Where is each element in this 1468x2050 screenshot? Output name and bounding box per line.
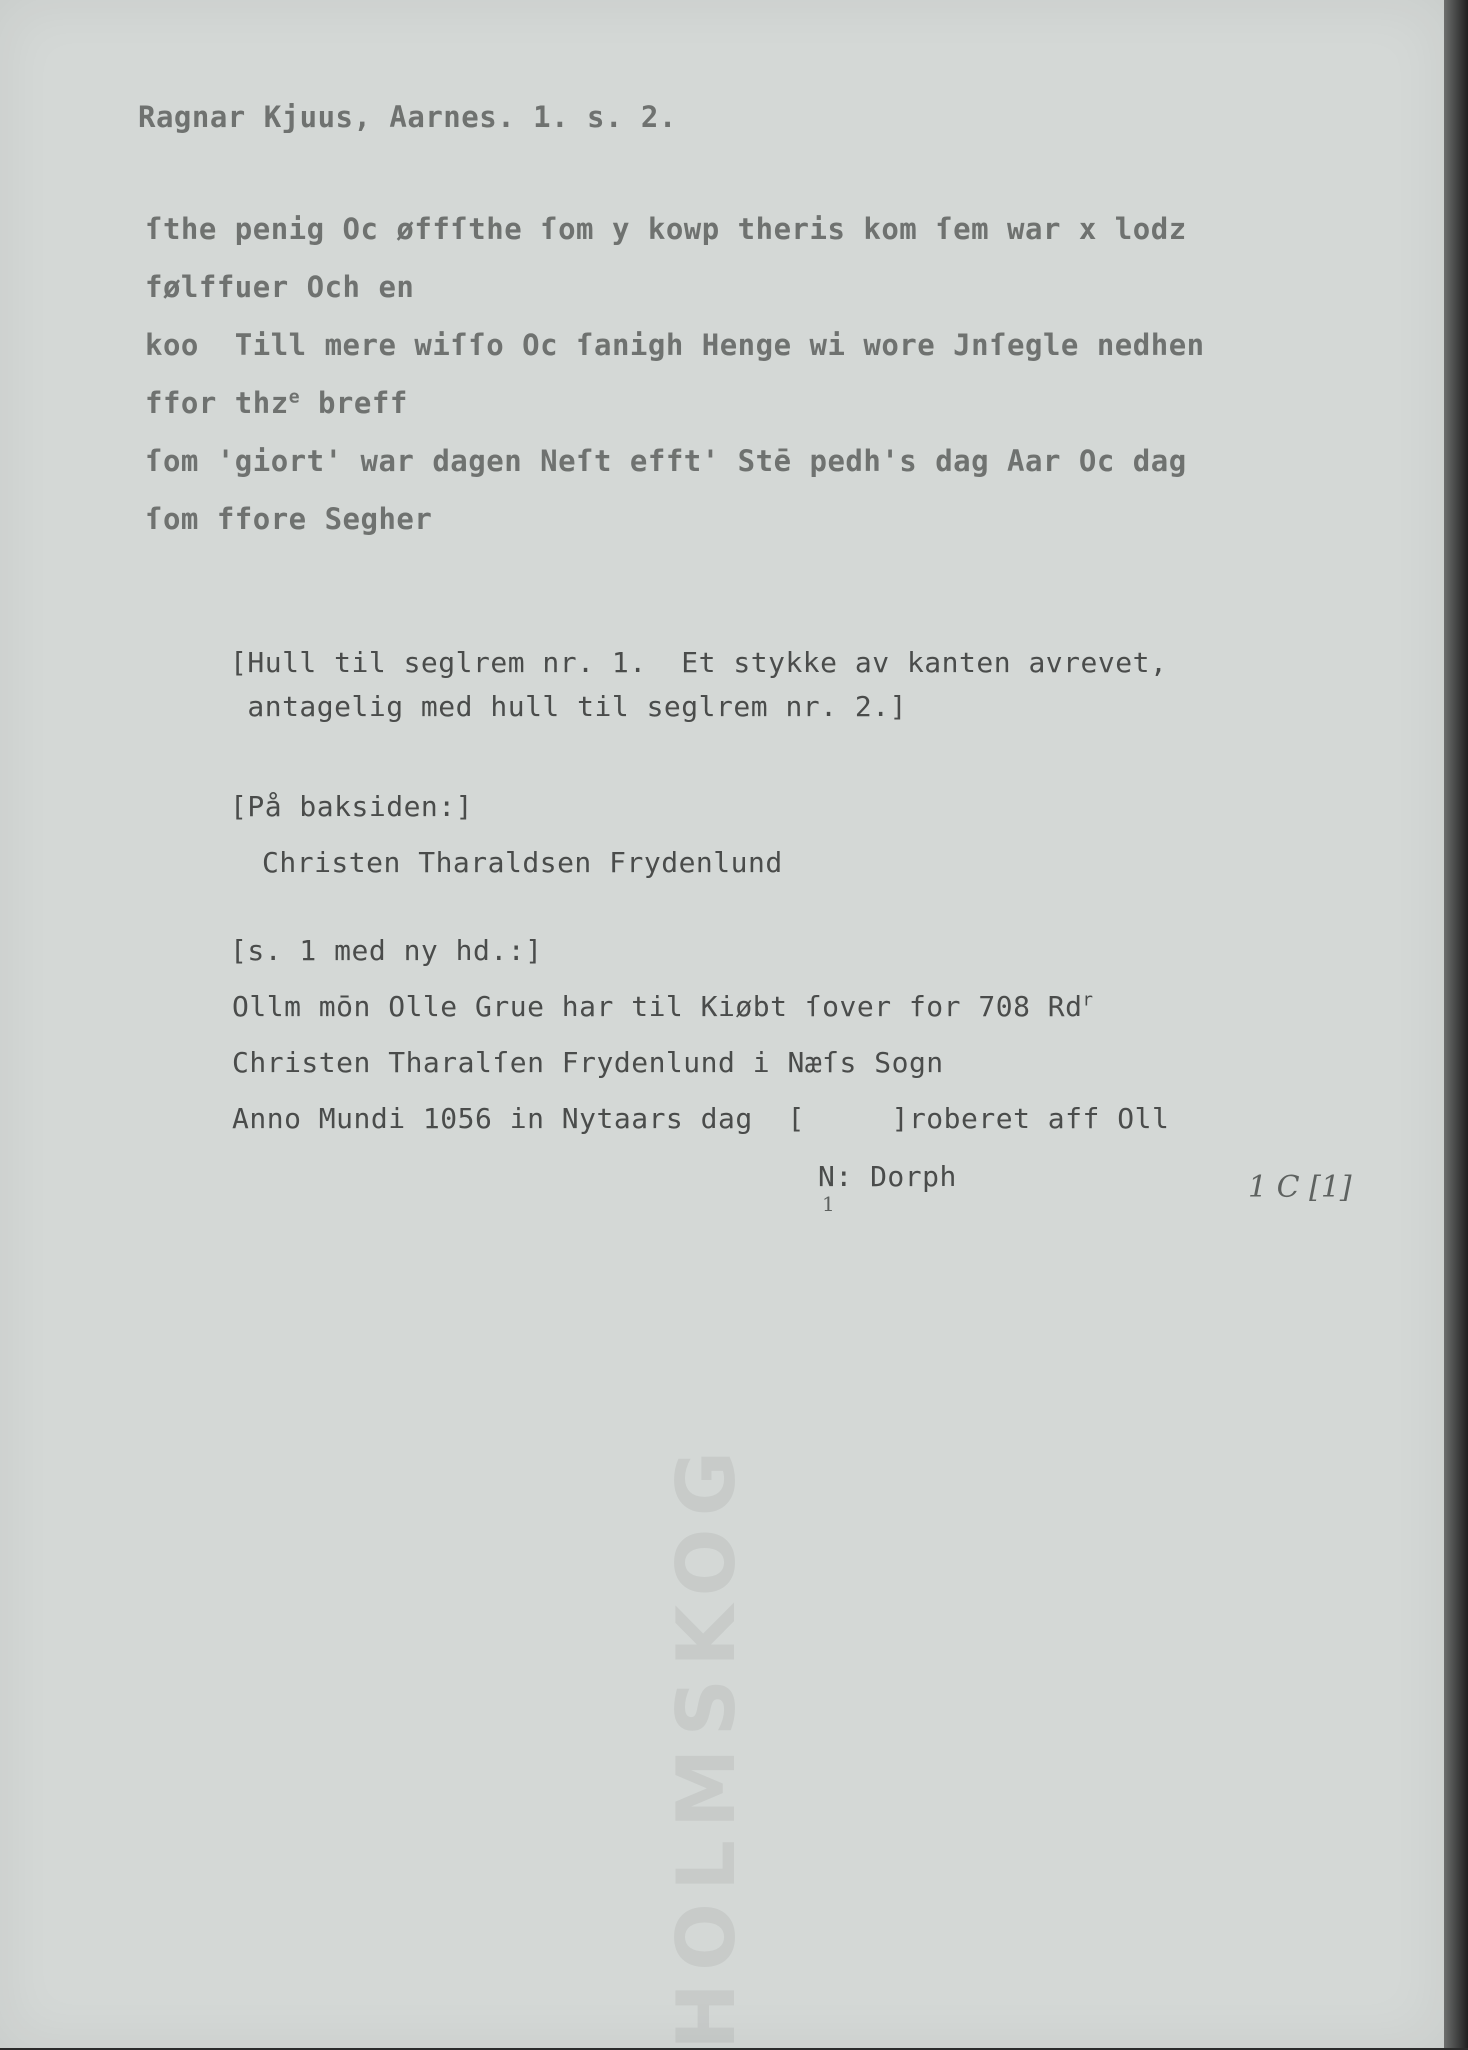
transcript-line-4-tail: breff	[300, 386, 408, 420]
newhand-label: [s. 1 med ny hd.:]	[230, 934, 543, 967]
scan-edge-shadow	[1444, 0, 1468, 2048]
transcript-line-4-text: ffor thz	[145, 386, 289, 420]
transcript-line-2: følffuer Och en	[145, 270, 415, 304]
backside-text: Christen Tharaldsen Frydenlund	[262, 846, 783, 879]
newhand-line-3: Anno Mundi 1056 in Nytaars dag [ ]roberet aff Oll	[232, 1102, 1170, 1135]
newhand-line-1-text: Ollm mōn Olle Grue har til Kiøbt ſover for 708 Rd	[232, 990, 1083, 1023]
superscript-r: r	[1082, 990, 1094, 1011]
transcript-line-5: ſom 'giort' war dagen Neſt efft' Stē pedh's dag Aar Oc dag	[145, 444, 1187, 478]
transcript-line-1: ſthe penig Oc øffſthe ſom y kowp theris kom ſem war x lodz	[145, 212, 1187, 246]
transcript-line-4	[145, 386, 408, 420]
header-source-line: Ragnar Kjuus, Aarnes. 1. s. 2.	[138, 100, 677, 134]
note-seal-line-2: antagelig med hull til seglrem nr. 2.]	[230, 690, 907, 723]
newhand-line-1	[232, 990, 1093, 1023]
subscript-one: 1	[822, 1192, 835, 1216]
note-seal-line-1: [Hull til seglrem nr. 1. Et stykke av kanten avrevet,	[230, 646, 1168, 679]
archive-corner-note: 1 C [1]	[1248, 1170, 1352, 1205]
newhand-line-4: N: Dorph	[818, 1160, 957, 1193]
backside-label: [På baksiden:]	[230, 790, 474, 823]
newhand-line-2: Christen Tharalſen Frydenlund i Næſs Sogn	[232, 1046, 944, 1079]
transcript-line-3: koo Till mere wiſſo Oc ſanigh Henge wi wore Jnſegle nedhen	[145, 328, 1205, 362]
paper-watermark: HOLMSKOG	[660, 1438, 753, 2050]
superscript-e: e	[288, 386, 301, 408]
transcript-line-6: ſom ffore Segher	[145, 502, 433, 536]
